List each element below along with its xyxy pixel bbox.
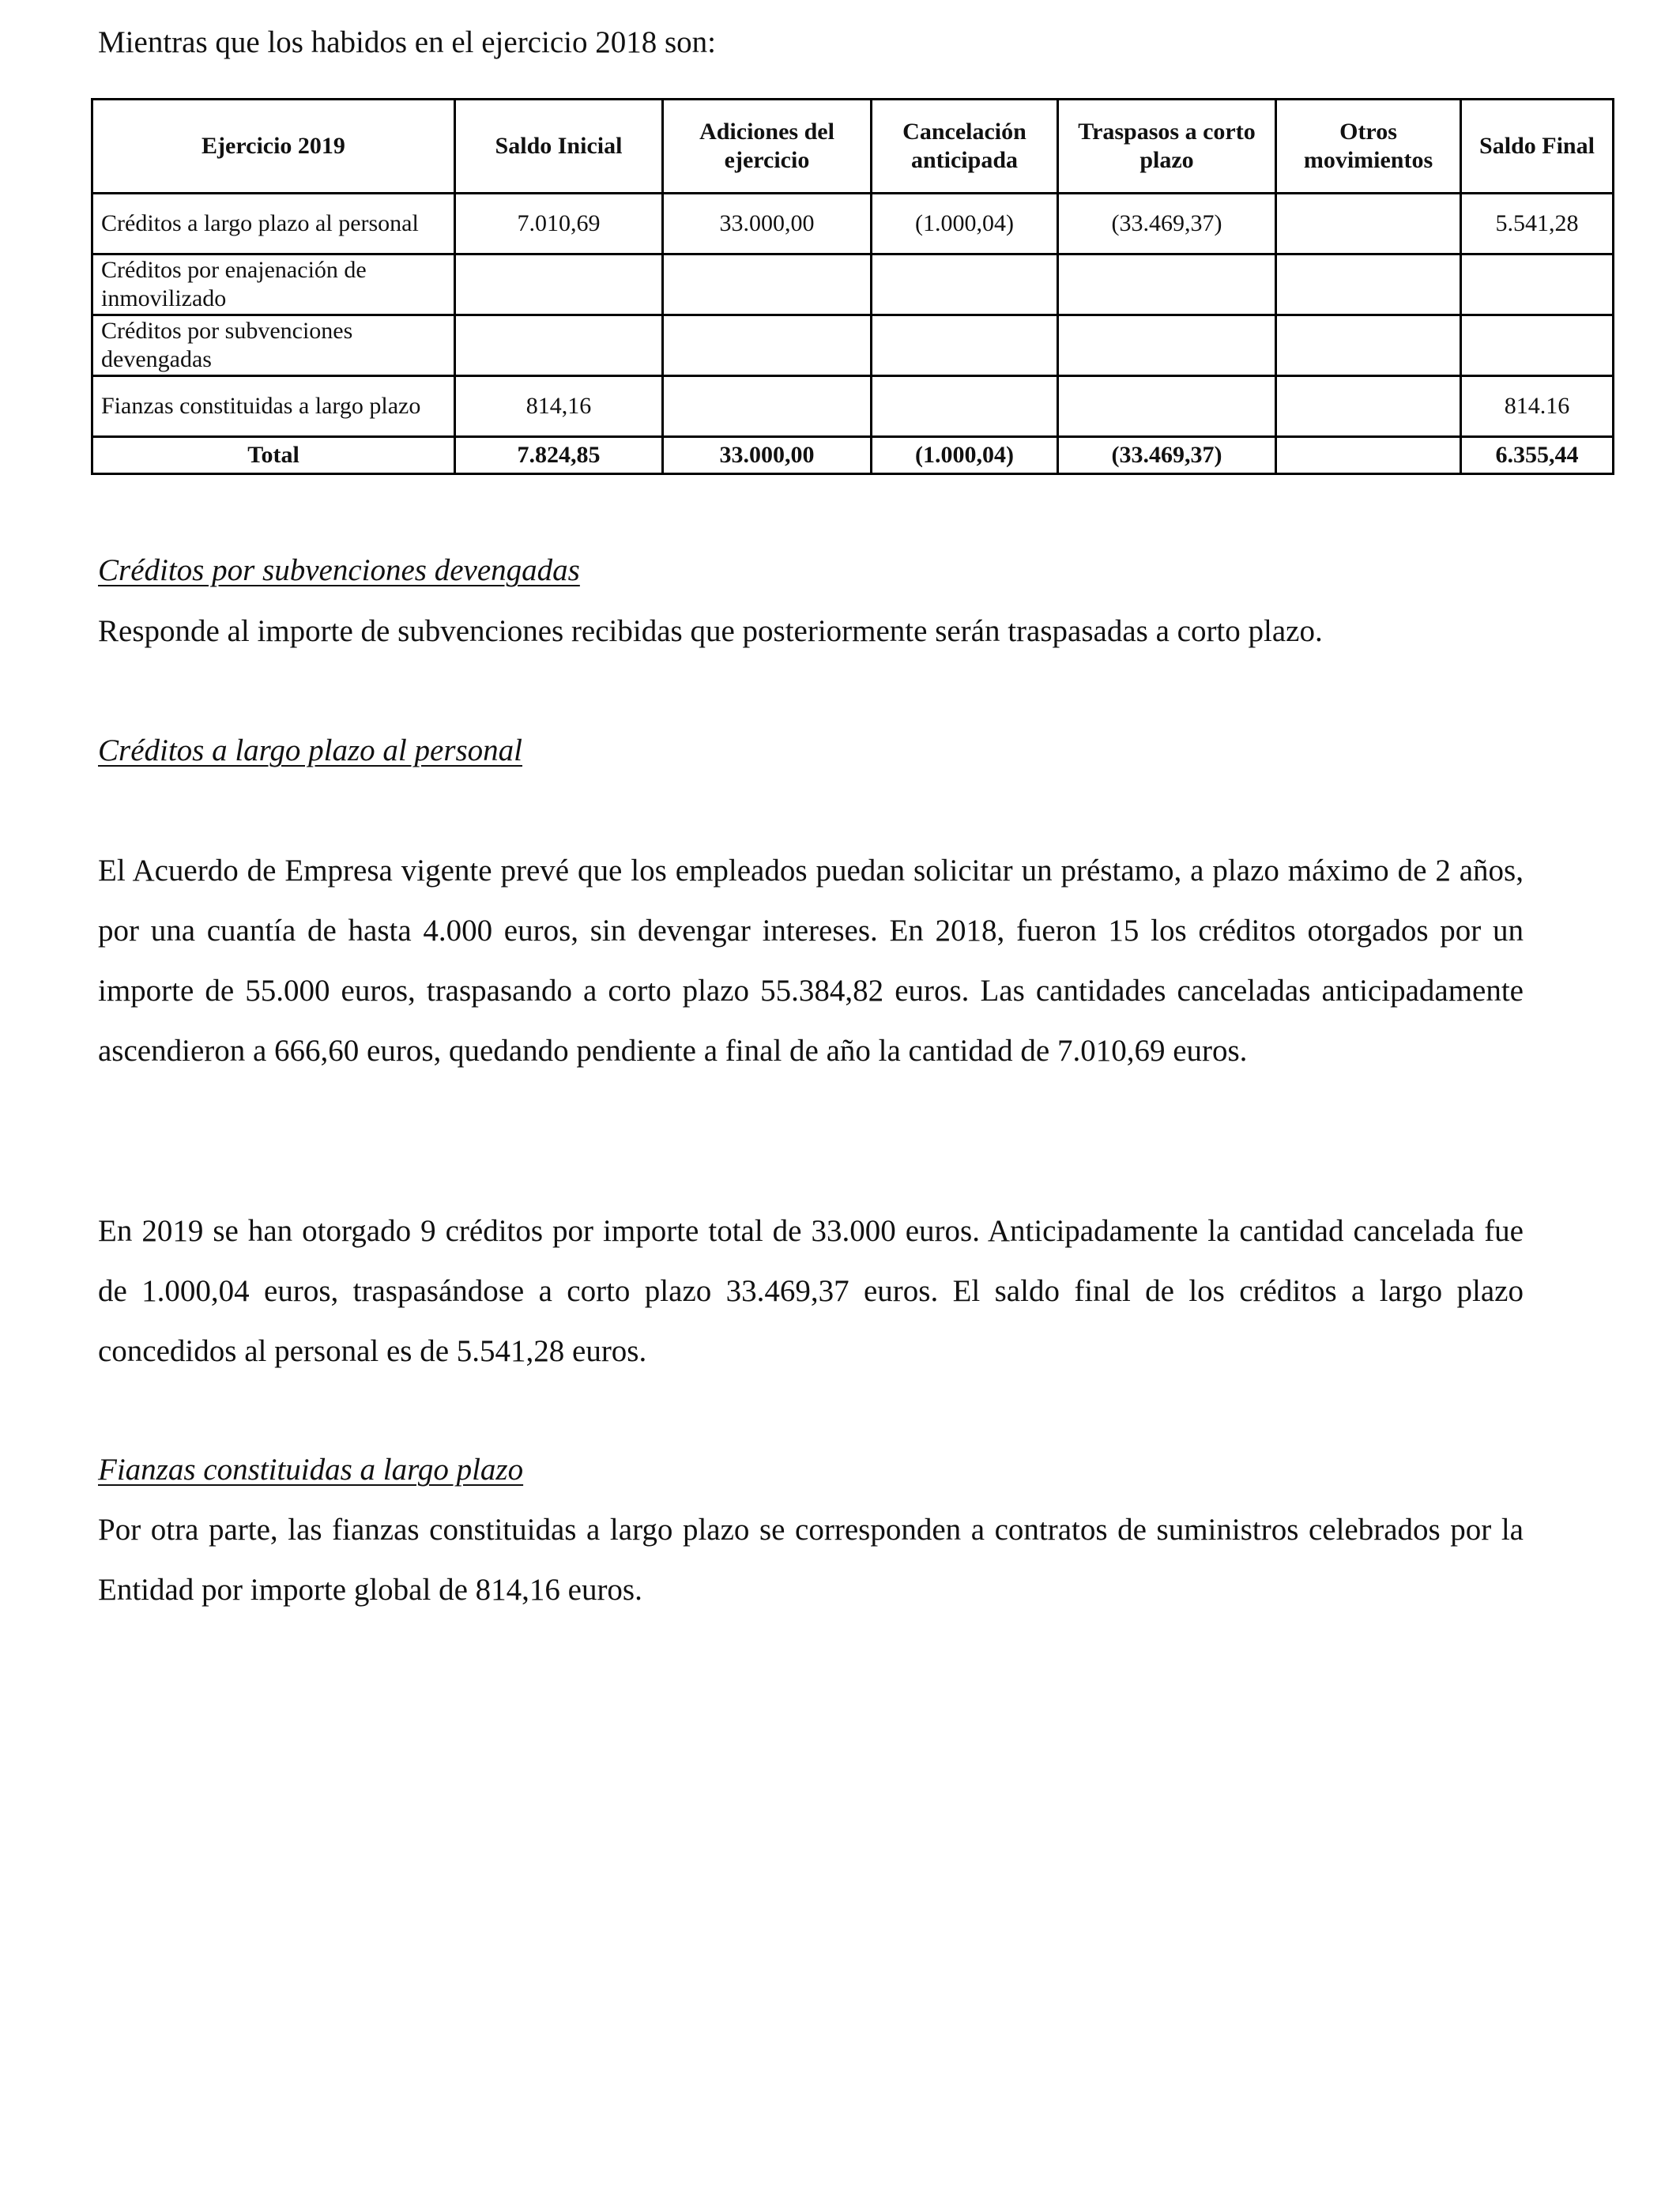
total-cell bbox=[1276, 437, 1461, 474]
total-cell: (1.000,04) bbox=[872, 437, 1058, 474]
cell bbox=[1058, 315, 1276, 376]
col-header: Saldo Final bbox=[1461, 100, 1614, 194]
paragraph: Por otra parte, las fianzas constituidas a largo plazo se corresponden a contratos de suministros celebrados por la Entidad por importe global de 814,16 euros. bbox=[98, 1513, 1524, 1607]
paragraph: Responde al importe de subvenciones recibidas que posteriormente serán traspasadas a corto plazo. bbox=[98, 614, 1323, 648]
col-header: Adiciones del ejercicio bbox=[663, 100, 872, 194]
cell bbox=[455, 315, 663, 376]
cell bbox=[663, 254, 872, 315]
total-cell: 7.824,85 bbox=[455, 437, 663, 474]
col-header: Ejercicio 2019 bbox=[92, 100, 455, 194]
cell: 5.541,28 bbox=[1461, 194, 1614, 254]
cell bbox=[1276, 254, 1461, 315]
total-row bbox=[92, 437, 1614, 474]
row-label: Fianzas constituidas a largo plazo bbox=[92, 376, 455, 437]
total-cell: (33.469,37) bbox=[1058, 437, 1276, 474]
cell bbox=[1276, 376, 1461, 437]
cell bbox=[872, 376, 1058, 437]
cell: (1.000,04) bbox=[872, 194, 1058, 254]
cell bbox=[1058, 376, 1276, 437]
cell: 814.16 bbox=[1461, 376, 1614, 437]
cell: 7.010,69 bbox=[455, 194, 663, 254]
table-header-row bbox=[92, 100, 1614, 194]
table-row bbox=[92, 254, 1614, 315]
section-heading: Fianzas constituidas a largo plazo bbox=[98, 1453, 524, 1487]
cell: 33.000,00 bbox=[663, 194, 872, 254]
intro-text: Mientras que los habidos en el ejercicio 2018 son: bbox=[98, 25, 716, 59]
cell: 814,16 bbox=[455, 376, 663, 437]
cell bbox=[1276, 315, 1461, 376]
cell bbox=[1461, 315, 1614, 376]
row-label: Créditos a largo plazo al personal bbox=[92, 194, 455, 254]
paragraph: El Acuerdo de Empresa vigente prevé que los empleados puedan solicitar un préstamo, a plazo máximo de 2 años, por una cuantía de hasta 4.000 euros, sin devengar intereses. En 2018, fueron 15 los créditos otorgados por un importe de 55.000 euros, traspasando a corto plazo 55.384,82 euros. Las cantidades canceladas anticipadamente ascendieron a 666,60 euros, quedando pendiente a final de año la cantidad de 7.010,69 euros. bbox=[98, 854, 1524, 1068]
cell bbox=[663, 376, 872, 437]
row-label: Créditos por subvenciones devengadas bbox=[92, 315, 455, 376]
row-label: Créditos por enajenación de inmovilizado bbox=[92, 254, 455, 315]
table-row bbox=[92, 315, 1614, 376]
table-row bbox=[92, 194, 1614, 254]
section-heading: Créditos por subvenciones devengadas bbox=[98, 553, 580, 587]
col-header: Traspasos a corto plazo bbox=[1058, 100, 1276, 194]
cell bbox=[455, 254, 663, 315]
cell bbox=[872, 315, 1058, 376]
credits-table bbox=[91, 98, 1614, 475]
cell bbox=[1276, 194, 1461, 254]
cell bbox=[872, 254, 1058, 315]
cell bbox=[663, 315, 872, 376]
total-cell: 33.000,00 bbox=[663, 437, 872, 474]
cell bbox=[1058, 254, 1276, 315]
total-label: Total bbox=[92, 437, 455, 474]
col-header: Saldo Inicial bbox=[455, 100, 663, 194]
cell: (33.469,37) bbox=[1058, 194, 1276, 254]
cell bbox=[1461, 254, 1614, 315]
col-header: Otros movimientos bbox=[1276, 100, 1461, 194]
total-cell: 6.355,44 bbox=[1461, 437, 1614, 474]
col-header: Cancelación anticipada bbox=[872, 100, 1058, 194]
table-row bbox=[92, 376, 1614, 437]
section-heading: Créditos a largo plazo al personal bbox=[98, 733, 523, 767]
paragraph: En 2019 se han otorgado 9 créditos por importe total de 33.000 euros. Anticipadamente la cantidad cancelada fue de 1.000,04 euros, traspasándose a corto plazo 33.469,37 euros. El saldo final de los créditos a largo plazo concedidos al personal es de 5.541,28 euros. bbox=[98, 1214, 1524, 1368]
